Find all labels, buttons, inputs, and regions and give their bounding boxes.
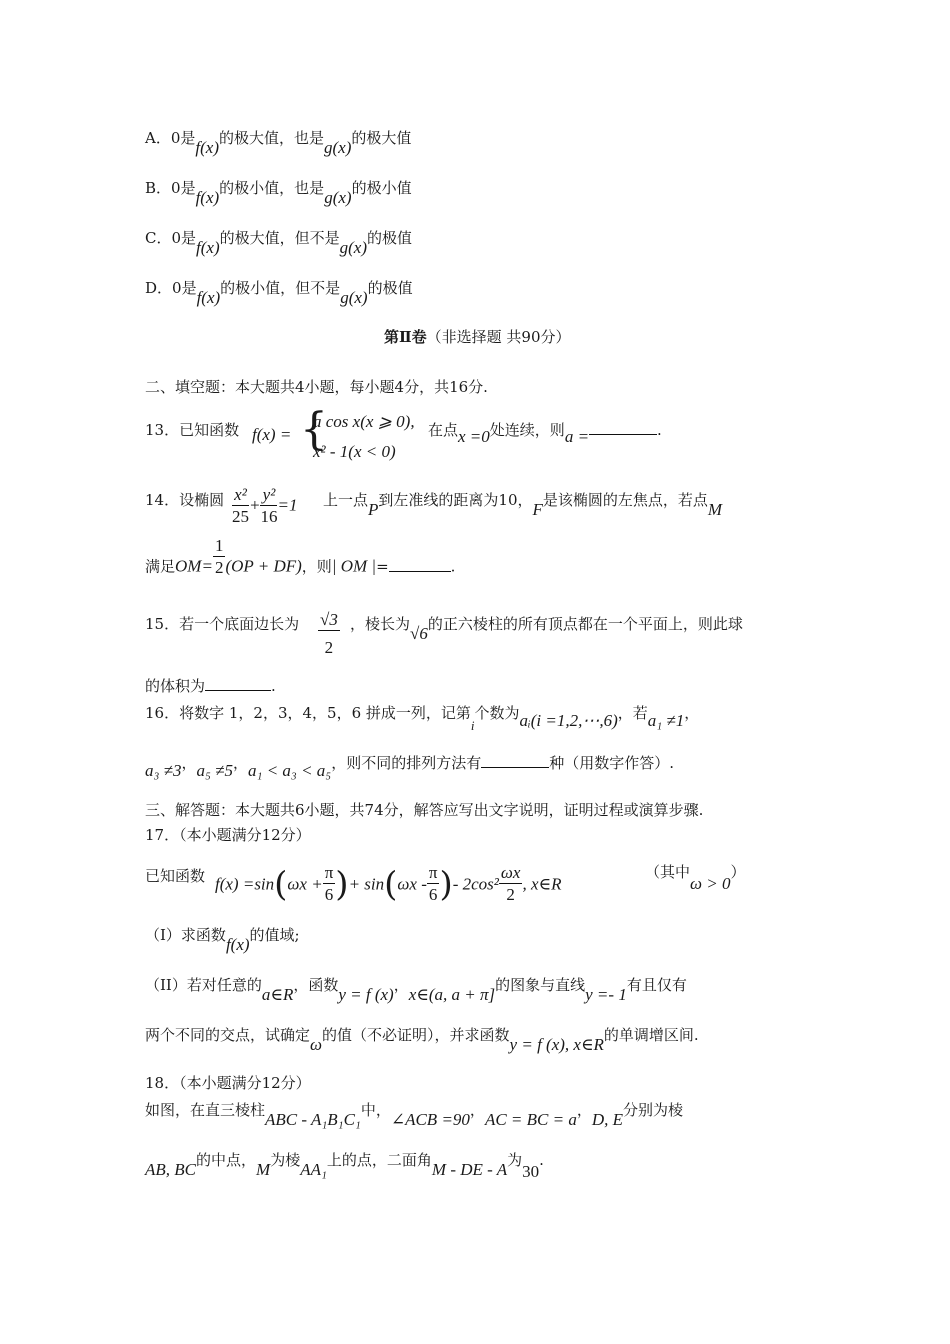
q14-frac-y: $\frac{\text{y²}}{16}$	[260, 485, 278, 526]
q16-answer-blank	[481, 753, 549, 768]
q14-line2: 满足OM= $\frac{1}{2}$ (OP + DF)，则| OM |= .	[145, 536, 456, 577]
q18-line1: 如图，在直三棱柱ABC - A₁B₁C₁中，∠ACB =90，AC = BC = a，D, E分别为棱	[145, 1101, 684, 1129]
option-c: C．0是f(x)的极大值，但不是g(x)的极值	[145, 229, 413, 257]
question-13: 13．已知函数	[145, 421, 240, 439]
q13-fx: f(x) =	[252, 425, 292, 444]
q14-frac-x: $\frac{\text{x²}}{25}$	[232, 485, 249, 526]
q17-function: f(x) =sin(ωx + $\frac{\pi}{6}$ )+ sin(ωx - $\frac{\pi}{6}$ )- 2cos² $\frac{\omega x}{2}$ , x∈R	[215, 863, 562, 905]
q15-text: ，棱长为√6的正六棱柱的所有顶点都在一个平面上，则此球	[350, 615, 743, 643]
q16-line2: a₃ ≠3，a₅ ≠5，a₁ < a₃ < a₅，则不同的排列方法有 种（用数字作答）.	[145, 754, 675, 780]
q13-answer-blank	[589, 420, 657, 435]
question-18-title: 18．（本小题满分12分）	[145, 1074, 311, 1092]
question-17-title: 17．（本小题满分12分）	[145, 826, 311, 844]
q14-half: $\frac{1}{2}$	[214, 536, 224, 577]
q17-line1: 已知函数	[145, 867, 206, 885]
q13-case2: x² - 1(x < 0)	[313, 442, 396, 461]
q17-part2: （II）若对任意的a∈R，函数y = f (x)，x∈(a, a + π]的图象与直线y =- 1有且仅有	[145, 976, 687, 1004]
q13-case1: a cos x(x ⩾ 0),	[313, 412, 415, 431]
q17-part2-cont: 两个不同的交点，试确定ω的值（不必证明），并求函数y = f (x), x∈R的单调增区间.	[145, 1026, 699, 1054]
option-a: A．0是f(x)的极大值，也是g(x)的极大值	[145, 129, 412, 157]
question-16: 16．将数字 1，2，3，4，5，6 拼成一列，记第i个数为aᵢ(i =1,2,⋯,6)，若a₁ ≠1，	[145, 704, 700, 733]
q17-part1: （I）求函数f(x)的值域;	[145, 926, 300, 954]
option-b: B．0是f(x)的极小值，也是g(x)的极小值	[145, 179, 412, 207]
q15-answer-blank	[205, 676, 271, 691]
q14-ellipse: $\frac{\text{x²}}{25}$ + $\frac{\text{y²}}{16}$ =1	[232, 485, 298, 526]
question-15: 15．若一个底面边长为	[145, 615, 300, 633]
q15-line2: 的体积为 .	[145, 677, 276, 695]
question-14: 14．设椭圆	[145, 491, 225, 509]
q13-text: 在点x =0处连续，则a = .	[428, 421, 662, 446]
q18-line2: AB, BC的中点，M为棱AA₁上的点，二面角M - DE - A为30.	[145, 1151, 544, 1181]
section-title: 第Ⅱ卷（非选择题 共90分）	[384, 328, 571, 346]
q14-answer-blank	[389, 557, 451, 572]
q13-brace: {	[300, 404, 328, 455]
q15-frac: $\frac{√3}{2}$	[320, 610, 338, 657]
part3-heading: 三、解答题：本大题共6小题，共74分，解答应写出文字说明，证明过程或演算步骤.	[145, 801, 704, 819]
option-d: D．0是f(x)的极小值，但不是g(x)的极值	[145, 279, 413, 307]
q17-condition: （其中ω > 0）	[645, 863, 746, 893]
part2-heading: 二、填空题：本大题共4小题，每小题4分，共16分.	[145, 378, 488, 396]
q14-text1: 上一点P到左准线的距离为10，F是该椭圆的左焦点，若点M	[323, 491, 723, 519]
